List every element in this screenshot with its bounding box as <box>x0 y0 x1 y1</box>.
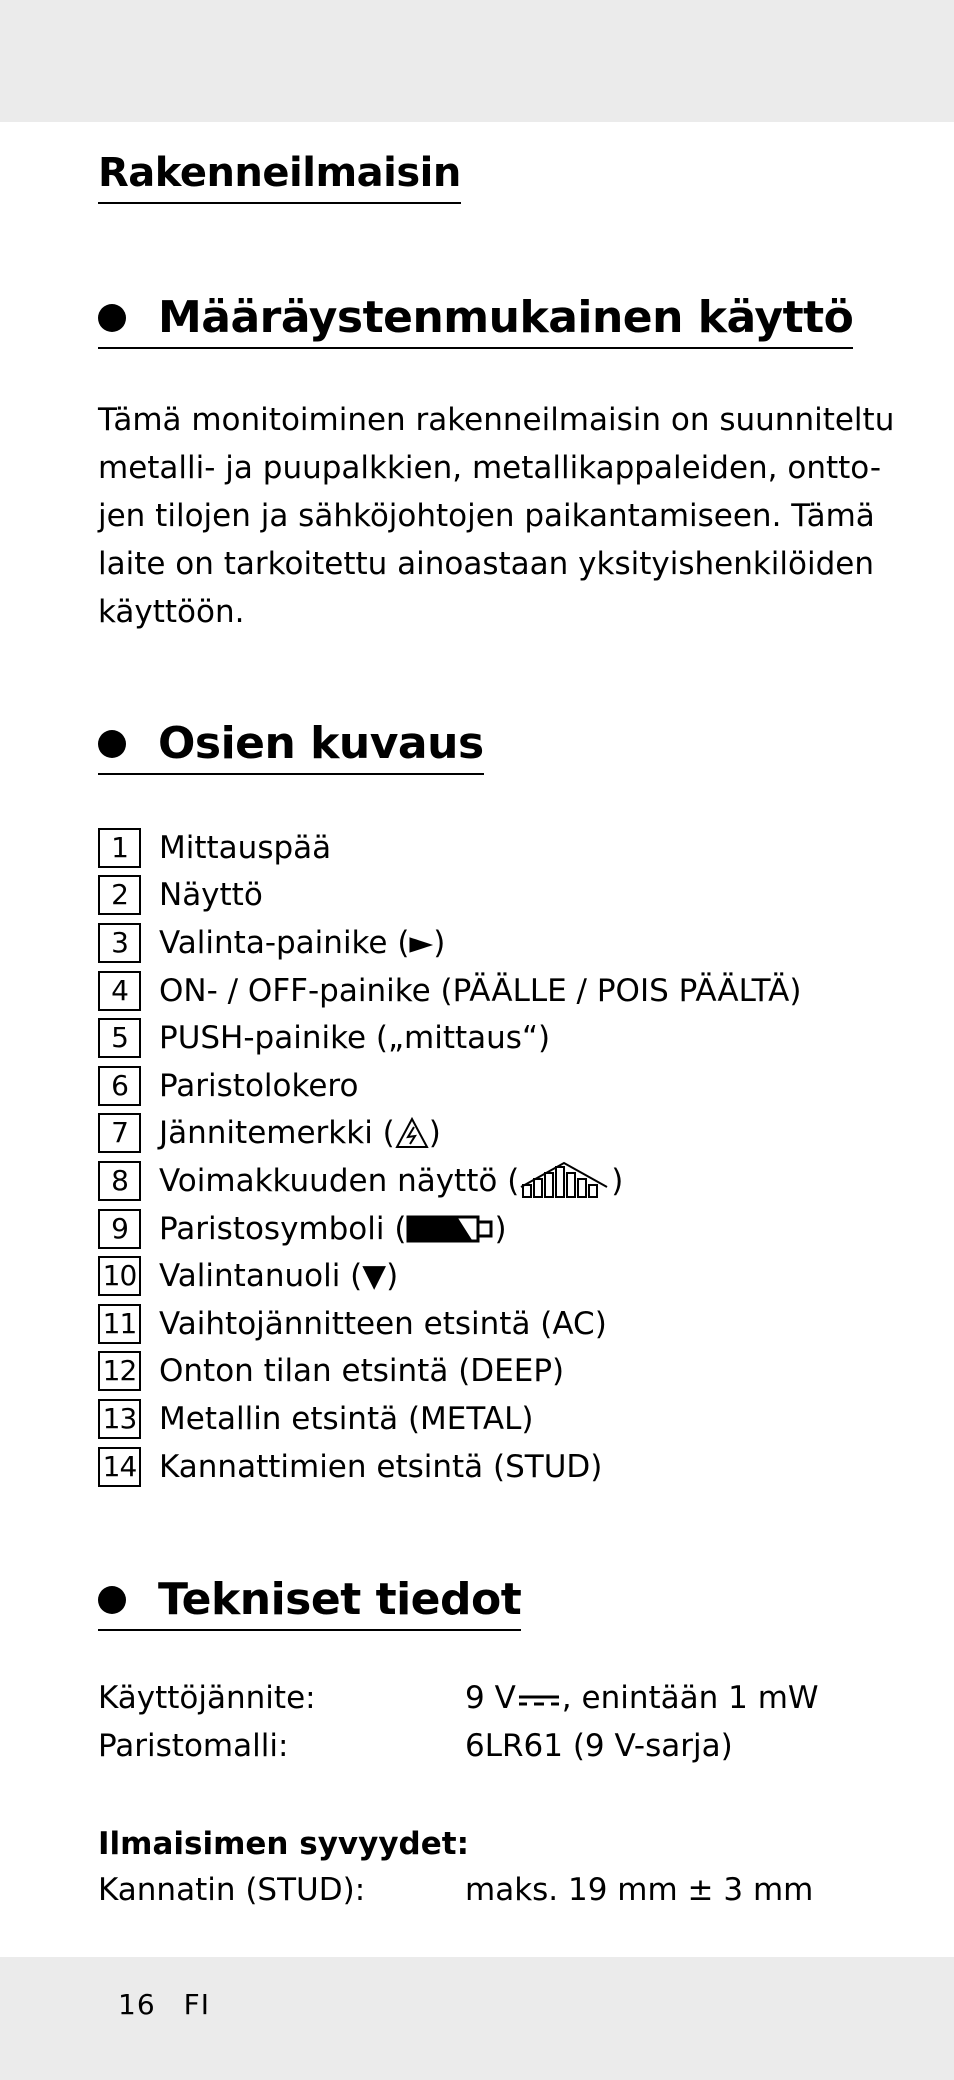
intended-use-paragraph <box>98 396 895 636</box>
spec-label: Kannatin (STUD): <box>98 1872 366 1908</box>
part-number: 6 <box>98 1066 141 1106</box>
page-footer <box>118 1988 210 2021</box>
list-item <box>98 1252 801 1300</box>
paragraph-line: Tämä monitoiminen rakenneilmaisin on suunniteltu <box>98 402 895 438</box>
part-number: 5 <box>98 1018 141 1058</box>
list-item: 8 Voimakkuuden näyttö ( ) <box>98 1157 801 1205</box>
page-number: 16 <box>118 1988 156 2021</box>
part-number: 2 <box>98 875 141 915</box>
part-number: 4 <box>98 971 141 1011</box>
list-item <box>98 1014 801 1062</box>
part-label: Metallin etsintä (METAL) <box>159 1400 534 1437</box>
part-label: Valinta-painike (►) <box>159 924 446 961</box>
list-item <box>98 919 801 967</box>
part-number: 3 <box>98 923 141 963</box>
depth-heading: Ilmaisimen syvyydet: <box>98 1826 469 1862</box>
dc-symbol-icon <box>517 1690 561 1710</box>
spec-row-battery <box>98 1728 733 1764</box>
part-label: Vaihtojännitteen etsintä (AC) <box>159 1305 607 1342</box>
part-number: 9 <box>98 1209 141 1249</box>
part-label: PUSH-painike („mittaus“) <box>159 1020 551 1057</box>
spec-value: maks. 19 mm ± 3 mm <box>465 1872 814 1908</box>
part-number: 12 <box>98 1351 141 1391</box>
section-heading-intended-use: Määräystenmukainen käyttö <box>98 292 853 349</box>
part-number: 1 <box>98 828 141 868</box>
page-title: Rakenneilmaisin <box>98 150 461 196</box>
spec-value: 6LR61 (9 V-sarja) <box>465 1728 733 1764</box>
part-number: 13 <box>98 1399 141 1439</box>
part-label: Kannattimien etsintä (STUD) <box>159 1448 603 1485</box>
paragraph-line: laite on tarkoitettu ainoastaan yksityishenkilöiden <box>98 546 874 582</box>
part-number: 10 <box>98 1256 141 1296</box>
paragraph-line: jen tilojen ja sähköjohtojen paikantamiseen. Tämä <box>98 498 875 534</box>
paragraph-line: käyttöön. <box>98 594 245 630</box>
list-item <box>98 1348 801 1396</box>
part-number: 8 <box>98 1161 141 1201</box>
parts-list <box>98 824 801 1490</box>
spec-label: Käyttöjännite: <box>98 1680 316 1716</box>
bullet-icon <box>98 1586 126 1614</box>
battery-icon <box>406 1213 494 1245</box>
list-item: 9 Paristosymboli ( ) <box>98 1205 801 1253</box>
part-label: ON- / OFF-painike (PÄÄLLE / POIS PÄÄLTÄ) <box>159 972 802 1009</box>
paragraph-line: metalli- ja puupalkkien, metallikappaleiden, ontto- <box>98 450 882 486</box>
language-code: FI <box>183 1988 211 2021</box>
bullet-icon <box>98 304 126 332</box>
list-item <box>98 1300 801 1348</box>
list-item <box>98 1443 801 1491</box>
spec-row-voltage <box>98 1680 819 1716</box>
part-number: 14 <box>98 1447 141 1487</box>
part-label: Onton tilan etsintä (DEEP) <box>159 1353 565 1390</box>
top-margin-band <box>0 0 954 122</box>
spec-row-stud-depth <box>98 1872 814 1908</box>
bullet-icon <box>98 730 126 758</box>
section-heading-parts: Osien kuvaus <box>98 718 484 775</box>
spec-value: 9 V , enintään 1 mW <box>465 1680 819 1716</box>
voltage-warning-icon <box>395 1116 429 1150</box>
list-item <box>98 1395 801 1443</box>
part-label: Näyttö <box>159 877 263 914</box>
part-label: Mittauspää <box>159 829 332 866</box>
spec-label: Paristomalli: <box>98 1728 289 1764</box>
list-item <box>98 1062 801 1110</box>
part-label: Valintanuoli (▼) <box>159 1258 399 1295</box>
list-item <box>98 824 801 872</box>
part-number: 7 <box>98 1113 141 1153</box>
part-label: Paristolokero <box>159 1067 359 1104</box>
list-item: 7 Jännitemerkki ( ) <box>98 1110 801 1158</box>
signal-strength-icon <box>519 1161 611 1201</box>
list-item <box>98 872 801 920</box>
part-number: 11 <box>98 1304 141 1344</box>
list-item <box>98 967 801 1015</box>
section-heading-technical: Tekniset tiedot <box>98 1574 521 1631</box>
